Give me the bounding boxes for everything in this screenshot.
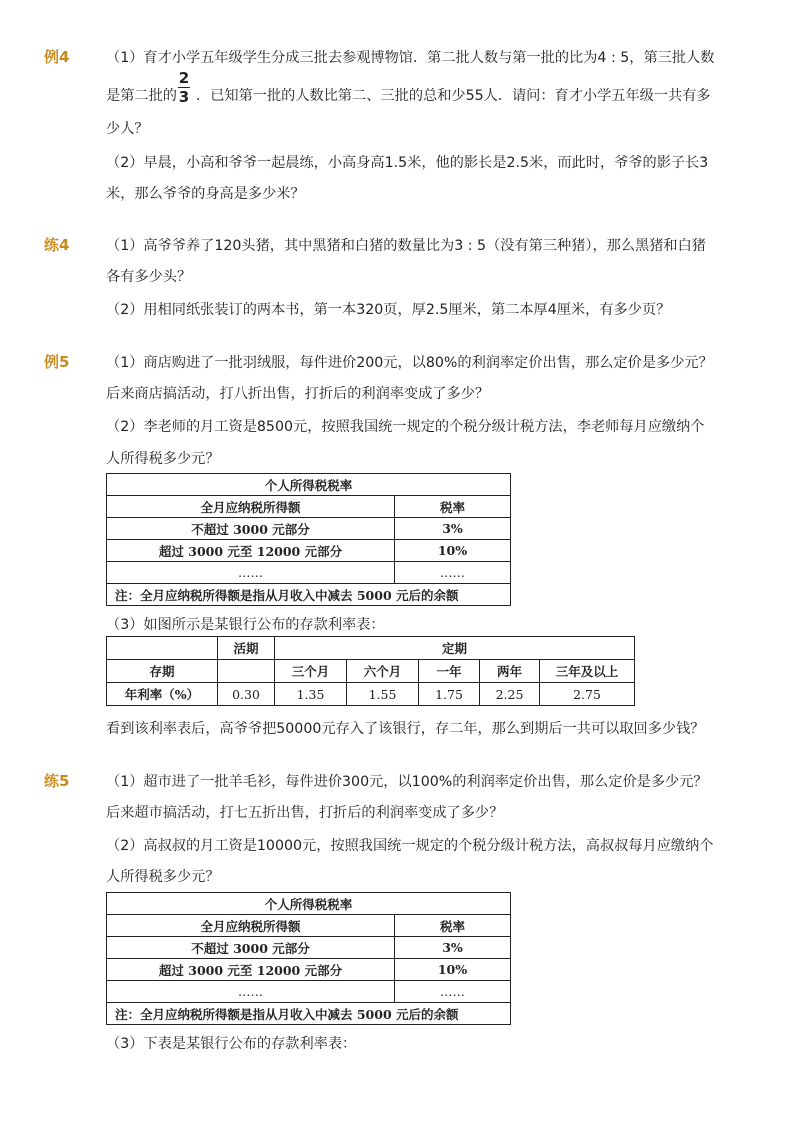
- rate-value-3y: 2.75: [540, 683, 635, 706]
- rate-term-1y: 一年: [419, 660, 480, 683]
- rate-value-2y: 2.25: [480, 683, 540, 706]
- pr4-q1-line2: 各有多少头？: [106, 269, 192, 285]
- ex4-q1-line1: （1）育才小学五年级学生分成三批去参观博物馆．第二批人数与第一批的比为4 : 5，第三批人数: [106, 50, 715, 66]
- ex5-q2-line2: 人所得税多少元？: [106, 451, 220, 467]
- fraction-two-thirds: [178, 70, 190, 105]
- tax-row3-range: ……: [107, 981, 395, 1003]
- tax-rate-table-1: [106, 473, 511, 606]
- pr5-q2-line1: （2）高叔叔的月工资是10000元，按照我国统一规定的个税分级计税方法，高叔叔每月应缴纳个: [106, 838, 714, 854]
- rate-term-3m: 三个月: [275, 660, 347, 683]
- rate-header-demand: 活期: [218, 637, 275, 660]
- tax-table-title: 个人所得税税率: [107, 474, 511, 496]
- tax-header-income: 全月应纳税所得额: [107, 915, 395, 937]
- rate-term-3y: 三年及以上: [540, 660, 635, 683]
- ex4-q2-line2: 米，那么爷爷的身高是多少米？: [106, 186, 305, 202]
- pr5-q1-line2: 后来超市搞活动，打七五折出售，打折后的利润率变成了多少？: [106, 805, 504, 821]
- tax-header-rate: 税率: [395, 496, 511, 518]
- tax-row2-range: 超过 3000 元至 12000 元部分: [107, 540, 395, 562]
- rate-term-demand-blank: [218, 660, 275, 683]
- tax-header-rate: 税率: [395, 915, 511, 937]
- ex5-q1-line2: 后来商店搞活动，打八折出售，打折后的利润率变成了多少？: [106, 386, 490, 402]
- ex5-q3-line1: （3）如图所示是某银行公布的存款利率表：: [106, 617, 385, 633]
- example-4-label: 例4: [44, 48, 70, 66]
- pr5-q3-line1: （3）下表是某银行公布的存款利率表：: [106, 1036, 357, 1052]
- rate-term-2y: 两年: [480, 660, 540, 683]
- pr4-q1-line1: （1）高爷爷养了120头猪，其中黑猪和白猪的数量比为3 : 5（没有第三种猪），那么黑猪和白猪: [106, 238, 706, 254]
- ex4-q1-line3: 少人？: [106, 121, 149, 137]
- ex5-q2-line1: （2）李老师的月工资是8500元，按照我国统一规定的个税分级计税方法，李老师每月应缴纳个: [106, 419, 705, 435]
- tax-row1-range: 不超过 3000 元部分: [107, 518, 395, 540]
- practice-5-label: 练5: [44, 772, 70, 790]
- rate-row-label: 年利率（%）: [107, 683, 218, 706]
- ex5-q3-line2: 看到该利率表后，高爷爷把50000元存入了该银行，存二年，那么到期后一共可以取回多少钱？: [106, 721, 705, 737]
- fraction-numerator: 2: [178, 69, 190, 87]
- rate-blank-cell: [107, 637, 218, 660]
- deposit-rate-table: [106, 636, 635, 706]
- tax-table-title: 个人所得税税率: [107, 893, 511, 915]
- fraction-denominator: 3: [178, 88, 190, 106]
- pr4-q2-line1: （2）用相同纸张装订的两本书，第一本320页，厚2.5厘米，第二本厚4厘米，有多少页？: [106, 302, 671, 318]
- tax-row3-rate: ……: [395, 562, 511, 584]
- rate-value-demand: 0.30: [218, 683, 275, 706]
- tax-table-note: 注：全月应纳税所得额是指从月收入中减去 5000 元后的余额: [107, 584, 511, 606]
- rate-term-label: 存期: [107, 660, 218, 683]
- pr5-q1-line1: （1）超市进了一批羊毛衫，每件进价300元，以100%的利润率定价出售，那么定价是多少元？: [106, 774, 708, 790]
- ex4-q2-line1: （2）早晨，小高和爷爷一起晨练，小高身高1.5米，他的影长是2.5米，而此时，爷爷的影子长3: [106, 155, 709, 171]
- tax-row3-rate: ……: [395, 981, 511, 1003]
- tax-header-income: 全月应纳税所得额: [107, 496, 395, 518]
- pr5-q2-line2: 人所得税多少元？: [106, 869, 220, 885]
- tax-row1-rate: 3%: [395, 937, 511, 959]
- tax-row2-rate: 10%: [395, 540, 511, 562]
- ex5-q1-line1: （1）商店购进了一批羽绒服，每件进价200元，以80%的利润率定价出售，那么定价是多少元？: [106, 355, 713, 371]
- rate-value-1y: 1.75: [419, 683, 480, 706]
- practice-4-label: 练4: [44, 236, 70, 254]
- rate-value-3m: 1.35: [275, 683, 347, 706]
- tax-row2-rate: 10%: [395, 959, 511, 981]
- tax-table-note: 注：全月应纳税所得额是指从月收入中减去 5000 元后的余额: [107, 1003, 511, 1025]
- example-5-label: 例5: [44, 353, 70, 371]
- ex4-q1-line2a: 是第二批的: [106, 88, 177, 104]
- rate-value-6m: 1.55: [347, 683, 419, 706]
- tax-rate-table-2: [106, 892, 511, 1025]
- tax-row1-range: 不超过 3000 元部分: [107, 937, 395, 959]
- ex4-q1-line2b: ．已知第一批的人数比第二、三批的总和少55人．请问：育才小学五年级一共有多: [196, 88, 711, 104]
- tax-row2-range: 超过 3000 元至 12000 元部分: [107, 959, 395, 981]
- rate-term-6m: 六个月: [347, 660, 419, 683]
- tax-row1-rate: 3%: [395, 518, 511, 540]
- rate-header-fixed: 定期: [275, 637, 635, 660]
- tax-row3-range: ……: [107, 562, 395, 584]
